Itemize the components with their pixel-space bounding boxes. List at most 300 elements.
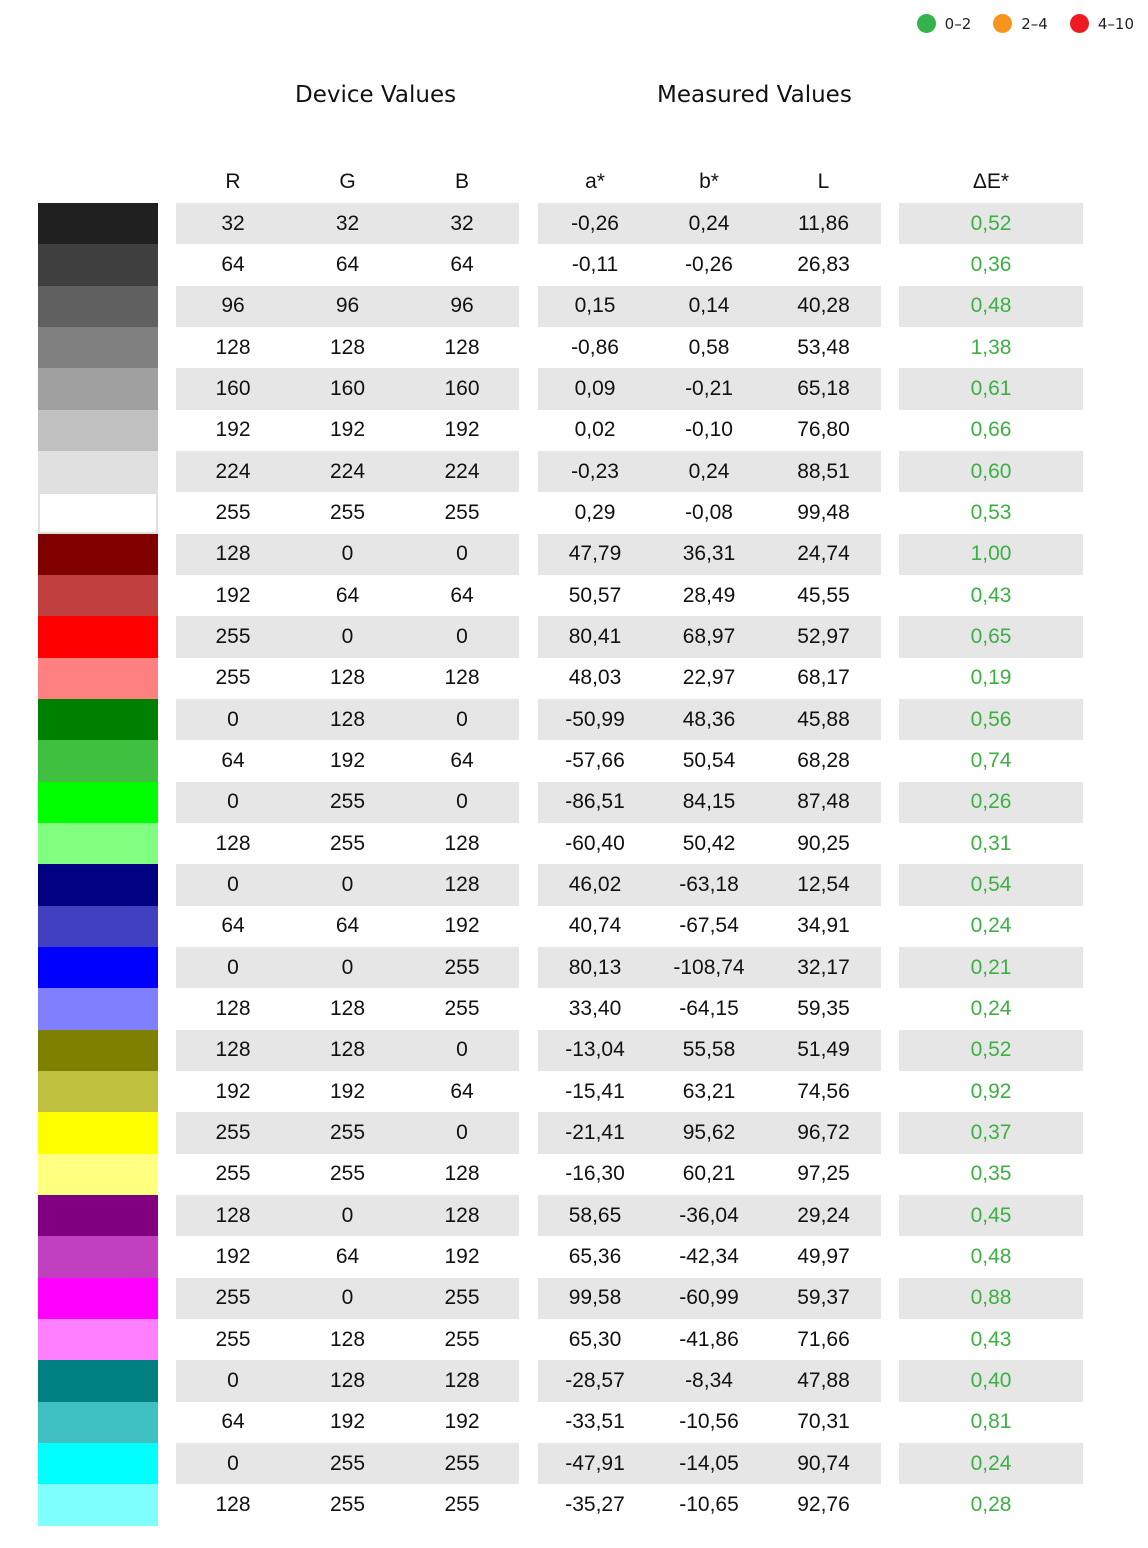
table-row xyxy=(0,327,1148,368)
cell-de: 0,45 xyxy=(970,1203,1012,1227)
cell-l: 90,74 xyxy=(797,1451,850,1475)
cell-r: 0 xyxy=(227,1368,239,1392)
cell-de: 0,92 xyxy=(970,1079,1012,1103)
cell-a: 47,79 xyxy=(568,542,622,566)
cell-r: 128 xyxy=(215,1038,251,1062)
cell-g: 255 xyxy=(329,790,366,814)
cell-g: 128 xyxy=(329,335,366,359)
table-row xyxy=(0,616,1148,657)
table-row xyxy=(0,368,1148,409)
cell-de: 1,38 xyxy=(970,335,1012,359)
color-swatch xyxy=(38,451,158,492)
cell-a: 0,02 xyxy=(574,418,616,442)
table-row xyxy=(0,947,1148,988)
cell-r: 255 xyxy=(215,1162,251,1186)
cell-l: 24,74 xyxy=(797,542,850,566)
table-row xyxy=(0,1112,1148,1153)
table-row xyxy=(0,1154,1148,1195)
cell-g: 192 xyxy=(329,748,366,772)
cell-r: 255 xyxy=(215,624,251,648)
cell-r: 64 xyxy=(221,914,245,938)
cell-r: 64 xyxy=(221,748,245,772)
cell-de: 0,52 xyxy=(970,211,1012,235)
cell-l: 34,91 xyxy=(797,914,850,938)
cell-a: 80,41 xyxy=(568,624,622,648)
table-row xyxy=(0,575,1148,616)
cell-g: 64 xyxy=(335,914,360,938)
table-row xyxy=(0,1236,1148,1277)
cell-l: 40,28 xyxy=(797,294,850,318)
cell-de: 0,53 xyxy=(970,500,1012,524)
cell-b: 96 xyxy=(450,294,474,318)
cell-b: 64 xyxy=(450,748,474,772)
table-row xyxy=(0,1030,1148,1071)
cell-r: 64 xyxy=(221,1410,245,1434)
cell-r: 192 xyxy=(215,418,251,442)
table-row xyxy=(0,203,1148,244)
cell-de: 1,00 xyxy=(970,542,1012,566)
cell-b: 192 xyxy=(444,914,480,938)
cell-bstar: 22,97 xyxy=(682,666,736,690)
cell-bstar: -41,86 xyxy=(679,1327,739,1351)
cell-g: 160 xyxy=(329,376,366,400)
cell-de: 0,61 xyxy=(970,376,1012,400)
legend-item-orange xyxy=(993,14,1048,33)
cell-b: 32 xyxy=(450,211,474,235)
table-row xyxy=(0,410,1148,451)
device-values-title: Device Values xyxy=(295,82,457,108)
cell-bstar: 63,21 xyxy=(682,1079,736,1103)
color-swatch xyxy=(38,1360,158,1401)
cell-bstar: 55,58 xyxy=(682,1038,736,1062)
cell-l: 99,48 xyxy=(797,500,850,524)
cell-l: 90,25 xyxy=(797,831,850,855)
cell-g: 128 xyxy=(329,1038,366,1062)
table-row xyxy=(0,740,1148,781)
color-swatch xyxy=(38,906,158,947)
cell-a: -86,51 xyxy=(565,790,625,814)
cell-g: 0 xyxy=(341,542,354,566)
cell-l: 32,17 xyxy=(797,955,850,979)
cell-r: 255 xyxy=(215,1120,251,1144)
cell-bstar: 68,97 xyxy=(682,624,736,648)
cell-bstar: -42,34 xyxy=(679,1244,739,1268)
color-swatch xyxy=(38,1071,158,1112)
cell-r: 96 xyxy=(221,294,245,318)
cell-de: 0,43 xyxy=(970,1327,1012,1351)
table-row xyxy=(0,988,1148,1029)
cell-b: 224 xyxy=(444,459,480,483)
cell-l: 49,97 xyxy=(797,1244,850,1268)
legend-dot-icon xyxy=(993,14,1012,33)
cell-a: -15,41 xyxy=(565,1079,625,1103)
cell-de: 0,35 xyxy=(970,1162,1012,1186)
cell-r: 224 xyxy=(215,459,251,483)
color-swatch xyxy=(38,1195,158,1236)
cell-r: 255 xyxy=(215,500,251,524)
cell-l: 65,18 xyxy=(797,376,850,400)
cell-de: 0,24 xyxy=(970,914,1012,938)
cell-g: 32 xyxy=(335,211,360,235)
cell-bstar: 95,62 xyxy=(682,1120,736,1144)
cell-bstar: -0,08 xyxy=(685,500,733,524)
cell-de: 0,74 xyxy=(970,748,1012,772)
cell-b: 255 xyxy=(444,1451,480,1475)
cell-l: 51,49 xyxy=(797,1038,850,1062)
color-swatch xyxy=(38,616,158,657)
table-row xyxy=(0,1360,1148,1401)
legend-item-green xyxy=(917,14,972,33)
cell-bstar: 0,24 xyxy=(688,459,730,483)
cell-l: 53,48 xyxy=(797,335,850,359)
cell-r: 255 xyxy=(215,666,251,690)
cell-a: -28,57 xyxy=(565,1368,625,1392)
cell-de: 0,81 xyxy=(970,1410,1012,1434)
color-swatch xyxy=(38,1030,158,1071)
legend xyxy=(895,14,1134,33)
cell-g: 255 xyxy=(329,500,366,524)
cell-g: 0 xyxy=(341,1286,354,1310)
cell-r: 128 xyxy=(215,996,251,1020)
color-swatch xyxy=(38,286,158,327)
cell-b: 128 xyxy=(444,1368,480,1392)
cell-a: 0,29 xyxy=(574,500,616,524)
cell-de: 0,26 xyxy=(970,790,1012,814)
cell-g: 96 xyxy=(335,294,360,318)
cell-a: -50,99 xyxy=(565,707,625,731)
cell-bstar: 36,31 xyxy=(682,542,736,566)
legend-dot-icon xyxy=(917,14,936,33)
color-swatch xyxy=(38,368,158,409)
cell-bstar: -60,99 xyxy=(679,1286,739,1310)
cell-r: 255 xyxy=(215,1286,251,1310)
cell-a: 40,74 xyxy=(568,914,622,938)
legend-label: 4–10 xyxy=(1097,14,1134,33)
cell-bstar: 0,58 xyxy=(688,335,730,359)
cell-l: 59,35 xyxy=(797,996,850,1020)
cell-de: 0,31 xyxy=(970,831,1012,855)
cell-bstar: -10,65 xyxy=(679,1492,739,1516)
cell-l: 70,31 xyxy=(797,1410,850,1434)
cell-de: 0,21 xyxy=(970,955,1012,979)
color-swatch xyxy=(38,1484,158,1525)
table-row xyxy=(0,1319,1148,1360)
cell-a: -57,66 xyxy=(565,748,625,772)
cell-g: 0 xyxy=(341,872,354,896)
cell-bstar: -0,26 xyxy=(685,252,733,276)
cell-a: -21,41 xyxy=(565,1120,625,1144)
cell-r: 0 xyxy=(227,955,239,979)
cell-g: 224 xyxy=(329,459,366,483)
cell-l: 52,97 xyxy=(797,624,850,648)
cell-r: 128 xyxy=(215,335,251,359)
cell-r: 128 xyxy=(215,831,251,855)
cell-bstar: 60,21 xyxy=(682,1162,736,1186)
table-row xyxy=(0,864,1148,905)
cell-bstar: -63,18 xyxy=(679,872,739,896)
cell-b: 128 xyxy=(444,1162,480,1186)
cell-r: 192 xyxy=(215,583,251,607)
cell-g: 255 xyxy=(329,1162,366,1186)
color-swatch xyxy=(38,1278,158,1319)
cell-g: 255 xyxy=(329,1120,366,1144)
table-row xyxy=(0,1278,1148,1319)
legend-dot-icon xyxy=(1070,14,1089,33)
column-header-a: a* xyxy=(585,170,605,193)
cell-g: 64 xyxy=(335,583,360,607)
cell-a: -35,27 xyxy=(565,1492,625,1516)
cell-de: 0,65 xyxy=(970,624,1012,648)
cell-a: 65,36 xyxy=(568,1244,622,1268)
cell-l: 29,24 xyxy=(797,1203,850,1227)
cell-bstar: 50,54 xyxy=(682,748,736,772)
cell-b: 255 xyxy=(444,1492,480,1516)
cell-b: 64 xyxy=(450,583,474,607)
table-row xyxy=(0,658,1148,699)
legend-label: 2–4 xyxy=(1021,14,1048,33)
cell-g: 255 xyxy=(329,831,366,855)
cell-bstar: -10,56 xyxy=(679,1410,739,1434)
cell-r: 64 xyxy=(221,252,245,276)
column-header-l: L xyxy=(817,170,830,193)
cell-l: 76,80 xyxy=(797,418,850,442)
cell-de: 0,36 xyxy=(970,252,1012,276)
table-row xyxy=(0,823,1148,864)
cell-l: 47,88 xyxy=(797,1368,850,1392)
cell-g: 64 xyxy=(335,252,360,276)
cell-r: 192 xyxy=(215,1079,251,1103)
cell-a: 48,03 xyxy=(568,666,622,690)
cell-de: 0,54 xyxy=(970,872,1012,896)
cell-r: 255 xyxy=(215,1327,251,1351)
column-header-g: G xyxy=(339,170,356,193)
table-row xyxy=(0,699,1148,740)
table-row xyxy=(0,1402,1148,1443)
cell-l: 92,76 xyxy=(797,1492,850,1516)
cell-bstar: -14,05 xyxy=(679,1451,739,1475)
cell-b: 128 xyxy=(444,1203,480,1227)
cell-a: -33,51 xyxy=(565,1410,625,1434)
cell-l: 87,48 xyxy=(797,790,850,814)
color-swatch xyxy=(38,782,158,823)
legend-item-red xyxy=(1070,14,1134,33)
table-row xyxy=(0,1443,1148,1484)
cell-de: 0,24 xyxy=(970,996,1012,1020)
cell-b: 255 xyxy=(444,500,480,524)
color-swatch xyxy=(38,823,158,864)
cell-de: 0,37 xyxy=(970,1120,1012,1144)
color-swatch xyxy=(38,327,158,368)
color-swatch xyxy=(38,864,158,905)
cell-bstar: 0,24 xyxy=(688,211,730,235)
cell-g: 0 xyxy=(341,1203,354,1227)
cell-b: 255 xyxy=(444,996,480,1020)
cell-a: -0,26 xyxy=(571,211,619,235)
cell-l: 71,66 xyxy=(797,1327,850,1351)
cell-g: 128 xyxy=(329,666,366,690)
cell-de: 0,24 xyxy=(970,1451,1012,1475)
cell-l: 45,55 xyxy=(797,583,850,607)
color-swatch xyxy=(38,492,158,533)
column-header-bstar: b* xyxy=(699,170,719,193)
table-row xyxy=(0,782,1148,823)
cell-bstar: -64,15 xyxy=(679,996,739,1020)
cell-a: -0,11 xyxy=(571,252,619,276)
cell-g: 192 xyxy=(329,418,366,442)
cell-de: 0,48 xyxy=(970,1244,1012,1268)
color-swatch xyxy=(38,1236,158,1277)
cell-g: 0 xyxy=(341,624,354,648)
cell-g: 128 xyxy=(329,1327,366,1351)
table-row xyxy=(0,1195,1148,1236)
table-row xyxy=(0,1071,1148,1112)
cell-de: 0,56 xyxy=(970,707,1012,731)
cell-a: 0,09 xyxy=(574,376,616,400)
color-swatch xyxy=(38,410,158,451)
table-row xyxy=(0,906,1148,947)
cell-de: 0,60 xyxy=(970,459,1012,483)
cell-l: 97,25 xyxy=(797,1162,850,1186)
cell-bstar: 0,14 xyxy=(688,294,730,318)
cell-a: 0,15 xyxy=(574,294,616,318)
cell-g: 128 xyxy=(329,1368,366,1392)
color-swatch xyxy=(38,947,158,988)
cell-g: 255 xyxy=(329,1492,366,1516)
cell-l: 96,72 xyxy=(797,1120,850,1144)
color-swatch xyxy=(38,203,158,244)
cell-b: 0 xyxy=(456,542,468,566)
cell-bstar: -108,74 xyxy=(673,955,745,979)
table-row xyxy=(0,1484,1148,1525)
cell-de: 0,66 xyxy=(970,418,1012,442)
color-swatch xyxy=(38,1112,158,1153)
cell-bstar: -0,21 xyxy=(685,376,733,400)
cell-g: 255 xyxy=(329,1451,366,1475)
color-swatch xyxy=(38,1154,158,1195)
column-header-de: ΔE* xyxy=(972,170,1010,193)
cell-r: 0 xyxy=(227,872,239,896)
column-header-b: B xyxy=(454,170,469,193)
cell-a: -0,86 xyxy=(571,335,619,359)
cell-b: 192 xyxy=(444,418,480,442)
cell-a: 58,65 xyxy=(568,1203,622,1227)
color-swatch xyxy=(38,1443,158,1484)
cell-g: 64 xyxy=(335,1244,360,1268)
cell-a: 50,57 xyxy=(568,583,622,607)
cell-l: 68,17 xyxy=(797,666,850,690)
cell-b: 128 xyxy=(444,831,480,855)
cell-l: 74,56 xyxy=(797,1079,850,1103)
cell-l: 12,54 xyxy=(797,872,850,896)
cell-b: 0 xyxy=(456,1038,468,1062)
cell-l: 59,37 xyxy=(797,1286,850,1310)
measured-values-title: Measured Values xyxy=(657,82,852,108)
cell-b: 255 xyxy=(444,955,480,979)
table-row xyxy=(0,286,1148,327)
cell-r: 32 xyxy=(221,211,245,235)
table-row xyxy=(0,492,1148,533)
cell-b: 64 xyxy=(450,1079,474,1103)
color-swatch xyxy=(38,575,158,616)
cell-bstar: -8,34 xyxy=(685,1368,733,1392)
color-swatch xyxy=(38,740,158,781)
cell-b: 0 xyxy=(456,707,468,731)
cell-bstar: 84,15 xyxy=(682,790,736,814)
cell-a: -0,23 xyxy=(571,459,619,483)
cell-a: 65,30 xyxy=(568,1327,622,1351)
cell-l: 11,86 xyxy=(798,211,849,235)
cell-de: 0,19 xyxy=(970,666,1012,690)
cell-b: 128 xyxy=(444,335,480,359)
cell-bstar: 50,42 xyxy=(682,831,736,855)
data-table xyxy=(0,203,1148,1526)
cell-b: 192 xyxy=(444,1410,480,1434)
cell-g: 192 xyxy=(329,1410,366,1434)
cell-r: 160 xyxy=(215,376,251,400)
cell-de: 0,40 xyxy=(970,1368,1012,1392)
cell-g: 192 xyxy=(329,1079,366,1103)
cell-r: 0 xyxy=(227,1451,239,1475)
cell-de: 0,43 xyxy=(970,583,1012,607)
cell-b: 0 xyxy=(456,790,468,814)
cell-a: -16,30 xyxy=(565,1162,625,1186)
cell-bstar: 28,49 xyxy=(682,583,736,607)
cell-bstar: -0,10 xyxy=(685,418,733,442)
cell-l: 68,28 xyxy=(797,748,850,772)
legend-label: 0–2 xyxy=(944,14,972,33)
cell-a: -60,40 xyxy=(565,831,625,855)
cell-b: 255 xyxy=(444,1327,480,1351)
cell-r: 128 xyxy=(215,542,251,566)
cell-g: 0 xyxy=(341,955,354,979)
cell-b: 0 xyxy=(456,624,468,648)
cell-b: 160 xyxy=(444,376,480,400)
table-row xyxy=(0,451,1148,492)
cell-r: 0 xyxy=(227,707,239,731)
cell-b: 128 xyxy=(444,666,480,690)
cell-b: 255 xyxy=(444,1286,480,1310)
cell-b: 128 xyxy=(444,872,480,896)
cell-b: 64 xyxy=(450,252,474,276)
color-swatch xyxy=(38,534,158,575)
cell-a: 46,02 xyxy=(568,872,622,896)
cell-r: 128 xyxy=(215,1492,251,1516)
cell-bstar: 48,36 xyxy=(682,707,736,731)
cell-g: 128 xyxy=(329,996,366,1020)
cell-a: -47,91 xyxy=(565,1451,625,1475)
cell-l: 45,88 xyxy=(797,707,850,731)
cell-r: 128 xyxy=(215,1203,251,1227)
color-swatch xyxy=(38,699,158,740)
table-row xyxy=(0,534,1148,575)
cell-a: 99,58 xyxy=(568,1286,622,1310)
color-swatch xyxy=(38,1319,158,1360)
cell-de: 0,48 xyxy=(970,294,1012,318)
cell-a: 80,13 xyxy=(568,955,622,979)
color-swatch xyxy=(38,988,158,1029)
cell-de: 0,52 xyxy=(970,1038,1012,1062)
cell-a: 33,40 xyxy=(568,996,622,1020)
cell-l: 26,83 xyxy=(797,252,850,276)
color-swatch xyxy=(38,1402,158,1443)
color-swatch xyxy=(38,658,158,699)
cell-g: 128 xyxy=(329,707,366,731)
cell-r: 0 xyxy=(227,790,239,814)
cell-de: 0,28 xyxy=(970,1492,1012,1516)
cell-l: 88,51 xyxy=(797,459,850,483)
cell-bstar: -36,04 xyxy=(679,1203,739,1227)
cell-b: 192 xyxy=(444,1244,480,1268)
